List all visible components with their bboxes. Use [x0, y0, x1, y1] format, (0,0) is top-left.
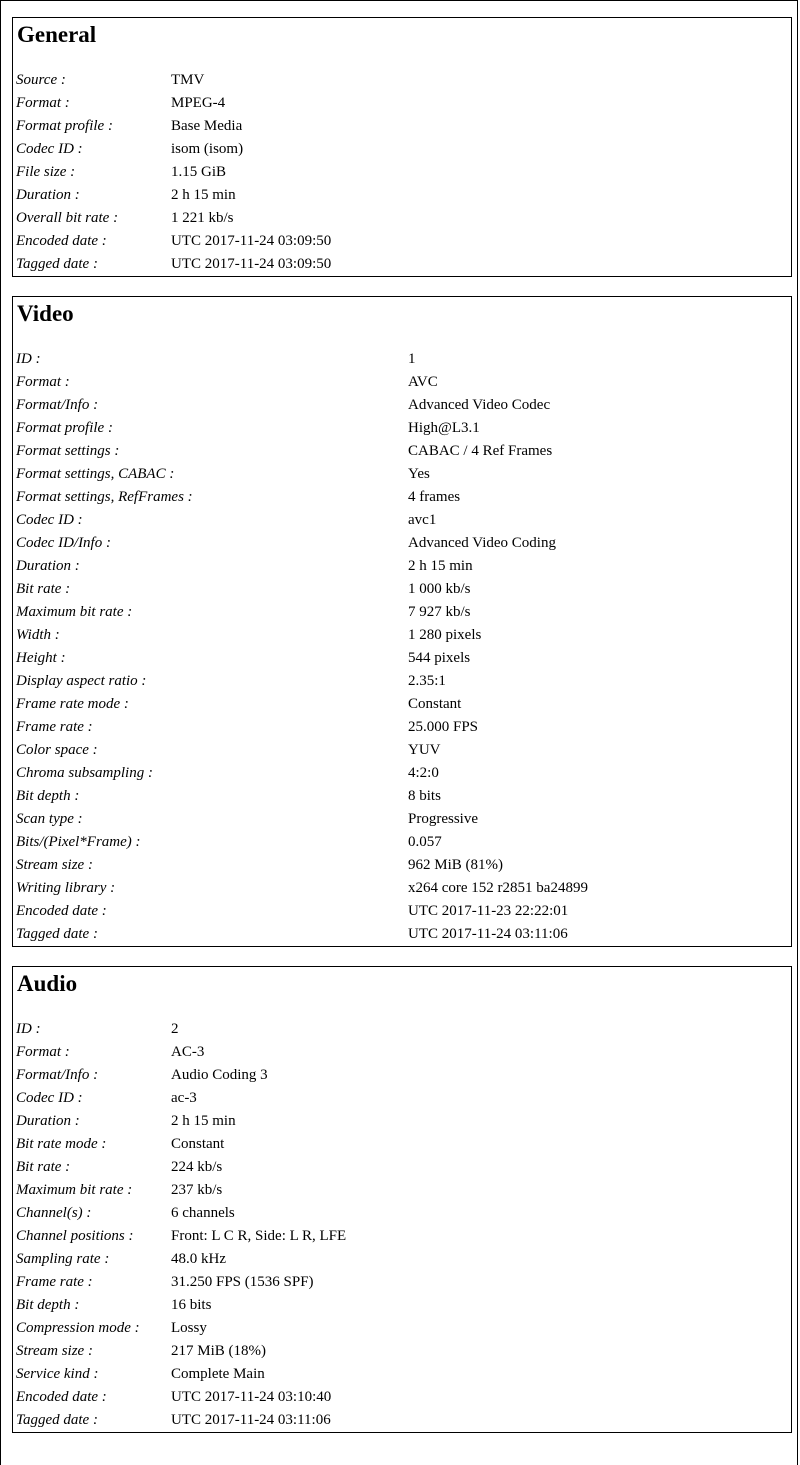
- property-row: [16, 253, 791, 276]
- property-label: Bit rate mode :: [16, 1136, 107, 1152]
- property-row: [16, 1018, 791, 1041]
- property-value: 962 MiB (81%): [408, 857, 503, 873]
- property-value: ac-3: [171, 1090, 197, 1106]
- property-row: [16, 877, 791, 900]
- property-value: CABAC / 4 Ref Frames: [408, 443, 553, 459]
- property-row: [16, 1248, 791, 1271]
- property-value: 224 kb/s: [171, 1159, 223, 1175]
- property-row: [16, 1087, 791, 1110]
- property-label: Width :: [16, 627, 60, 643]
- property-row: [16, 1179, 791, 1202]
- property-value: 217 MiB (18%): [171, 1343, 266, 1359]
- property-label: Frame rate :: [16, 1274, 93, 1290]
- property-value: 237 kb/s: [171, 1182, 223, 1198]
- property-label: Bit rate :: [16, 581, 71, 597]
- property-label: Format settings, CABAC :: [16, 466, 175, 482]
- property-label: Format :: [16, 374, 70, 390]
- property-row: [16, 1294, 791, 1317]
- property-row: [16, 371, 791, 394]
- property-label: Channel positions :: [16, 1228, 134, 1244]
- property-label: Bit depth :: [16, 1297, 80, 1313]
- property-row: [16, 578, 791, 601]
- property-label: Writing library :: [16, 880, 116, 896]
- video-section: [12, 296, 792, 947]
- property-label: Format profile :: [16, 118, 113, 134]
- property-value: Constant: [171, 1136, 225, 1152]
- property-row: [16, 1340, 791, 1363]
- property-row: [16, 394, 791, 417]
- property-label: Format :: [16, 95, 70, 111]
- property-label: Frame rate :: [16, 719, 93, 735]
- property-row: [16, 1225, 791, 1248]
- property-label: Encoded date :: [16, 903, 107, 919]
- property-value: 31.250 FPS (1536 SPF): [171, 1274, 314, 1290]
- property-row: [16, 463, 791, 486]
- property-label: Format settings, RefFrames :: [16, 489, 193, 505]
- property-row: [16, 138, 791, 161]
- property-row: [16, 486, 791, 509]
- property-row: [16, 1409, 791, 1432]
- property-row: [16, 417, 791, 440]
- property-label: Tagged date :: [16, 1412, 98, 1428]
- property-row: [16, 1133, 791, 1156]
- property-value: UTC 2017-11-24 03:11:06: [408, 926, 568, 942]
- property-value: 1 221 kb/s: [171, 210, 234, 226]
- property-value: x264 core 152 r2851 ba24899: [408, 880, 588, 896]
- property-label: Bit depth :: [16, 788, 80, 804]
- property-row: [16, 624, 791, 647]
- property-row: [16, 1064, 791, 1087]
- general-section: [12, 17, 792, 277]
- property-row: [16, 1363, 791, 1386]
- property-label: Duration :: [16, 558, 80, 574]
- property-label: Channel(s) :: [16, 1205, 92, 1221]
- property-value: Audio Coding 3: [171, 1067, 268, 1083]
- property-label: Sampling rate :: [16, 1251, 110, 1267]
- property-value: 16 bits: [171, 1297, 212, 1313]
- property-label: Duration :: [16, 187, 80, 203]
- property-label: Chroma subsampling :: [16, 765, 153, 781]
- property-value: High@L3.1: [408, 420, 480, 436]
- property-value: UTC 2017-11-24 03:09:50: [171, 256, 332, 272]
- property-label: Stream size :: [16, 857, 93, 873]
- property-value: 4 frames: [408, 489, 461, 505]
- property-value: Complete Main: [171, 1366, 265, 1382]
- property-label: Bits/(Pixel*Frame) :: [16, 834, 141, 850]
- property-row: [16, 670, 791, 693]
- property-row: [16, 854, 791, 877]
- property-value: AC-3: [171, 1044, 205, 1060]
- audio-section: [12, 966, 792, 1433]
- property-row: [16, 716, 791, 739]
- property-row: [16, 509, 791, 532]
- property-value: AVC: [408, 374, 438, 390]
- property-row: [16, 532, 791, 555]
- property-row: [16, 1271, 791, 1294]
- property-value: YUV: [408, 742, 441, 758]
- property-row: [16, 115, 791, 138]
- property-value: 1: [408, 351, 416, 367]
- property-row: [16, 230, 791, 253]
- property-row: [16, 207, 791, 230]
- property-row: [16, 1156, 791, 1179]
- video-rows: [16, 348, 791, 946]
- property-value: 25.000 FPS: [408, 719, 479, 735]
- property-label: Duration :: [16, 1113, 80, 1129]
- property-label: Color space :: [16, 742, 98, 758]
- property-label: Overall bit rate :: [16, 210, 119, 226]
- audio-heading: Audio: [17, 971, 78, 996]
- property-label: Bit rate :: [16, 1159, 71, 1175]
- property-value: 544 pixels: [408, 650, 471, 666]
- property-label: Tagged date :: [16, 926, 98, 942]
- property-label: Format :: [16, 1044, 70, 1060]
- property-value: avc1: [408, 512, 437, 528]
- property-value: 7 927 kb/s: [408, 604, 471, 620]
- property-value: 6 channels: [171, 1205, 235, 1221]
- property-value: Yes: [408, 466, 430, 482]
- property-label: Frame rate mode :: [16, 696, 129, 712]
- property-row: [16, 69, 791, 92]
- property-value: Lossy: [171, 1320, 207, 1336]
- property-label: Service kind :: [16, 1366, 99, 1382]
- property-label: Tagged date :: [16, 256, 98, 272]
- property-row: [16, 601, 791, 624]
- property-value: 2 h 15 min: [408, 558, 473, 574]
- property-value: 2: [171, 1021, 179, 1037]
- property-label: Encoded date :: [16, 233, 107, 249]
- property-row: [16, 184, 791, 207]
- property-row: [16, 923, 791, 946]
- property-label: Scan type :: [16, 811, 83, 827]
- general-heading: General: [17, 22, 97, 47]
- property-row: [16, 161, 791, 184]
- property-label: Maximum bit rate :: [16, 604, 133, 620]
- property-label: Codec ID :: [16, 141, 83, 157]
- property-row: [16, 1202, 791, 1225]
- property-value: isom (isom): [171, 141, 244, 157]
- property-value: Progressive: [408, 811, 478, 827]
- property-label: Source :: [16, 72, 66, 88]
- property-row: [16, 440, 791, 463]
- property-value: Front: L C R, Side: L R, LFE: [171, 1228, 347, 1244]
- property-label: Encoded date :: [16, 1389, 107, 1405]
- property-row: [16, 831, 791, 854]
- property-label: File size :: [16, 164, 76, 180]
- property-label: Height :: [16, 650, 66, 666]
- audio-rows: [16, 1018, 791, 1432]
- property-label: Format profile :: [16, 420, 113, 436]
- property-label: Stream size :: [16, 1343, 93, 1359]
- property-value: UTC 2017-11-23 22:22:01: [408, 903, 569, 919]
- property-label: Codec ID :: [16, 1090, 83, 1106]
- property-value: 1 000 kb/s: [408, 581, 471, 597]
- property-row: [16, 739, 791, 762]
- property-row: [16, 1041, 791, 1064]
- property-value: Advanced Video Coding: [408, 535, 556, 551]
- property-value: 48.0 kHz: [171, 1251, 226, 1267]
- property-value: 2.35:1: [408, 673, 446, 689]
- property-row: [16, 555, 791, 578]
- property-value: Advanced Video Codec: [408, 397, 551, 413]
- property-row: [16, 348, 791, 371]
- property-label: Format/Info :: [16, 1067, 99, 1083]
- property-row: [16, 1317, 791, 1340]
- property-value: 0.057: [408, 834, 442, 850]
- property-value: 2 h 15 min: [171, 187, 236, 203]
- property-label: Compression mode :: [16, 1320, 140, 1336]
- property-value: UTC 2017-11-24 03:10:40: [171, 1389, 332, 1405]
- property-value: 4:2:0: [408, 765, 439, 781]
- property-label: Display aspect ratio :: [16, 673, 147, 689]
- property-row: [16, 808, 791, 831]
- property-row: [16, 1386, 791, 1409]
- property-row: [16, 1110, 791, 1133]
- general-rows: [16, 69, 791, 276]
- property-value: Constant: [408, 696, 462, 712]
- property-row: [16, 647, 791, 670]
- property-row: [16, 693, 791, 716]
- property-label: Codec ID :: [16, 512, 83, 528]
- property-label: ID :: [16, 1021, 41, 1037]
- property-label: ID :: [16, 351, 41, 367]
- video-heading: Video: [17, 301, 74, 326]
- property-value: TMV: [171, 72, 205, 88]
- property-value: 1 280 pixels: [408, 627, 482, 643]
- property-value: UTC 2017-11-24 03:11:06: [171, 1412, 331, 1428]
- property-label: Maximum bit rate :: [16, 1182, 133, 1198]
- property-value: 1.15 GiB: [171, 164, 227, 180]
- property-label: Format settings :: [16, 443, 120, 459]
- property-row: [16, 762, 791, 785]
- property-value: UTC 2017-11-24 03:09:50: [171, 233, 332, 249]
- property-label: Format/Info :: [16, 397, 99, 413]
- property-value: MPEG-4: [171, 95, 226, 111]
- property-value: 8 bits: [408, 788, 441, 804]
- property-label: Codec ID/Info :: [16, 535, 111, 551]
- property-value: Base Media: [171, 118, 243, 134]
- property-row: [16, 900, 791, 923]
- property-value: 2 h 15 min: [171, 1113, 236, 1129]
- property-row: [16, 785, 791, 808]
- property-row: [16, 92, 791, 115]
